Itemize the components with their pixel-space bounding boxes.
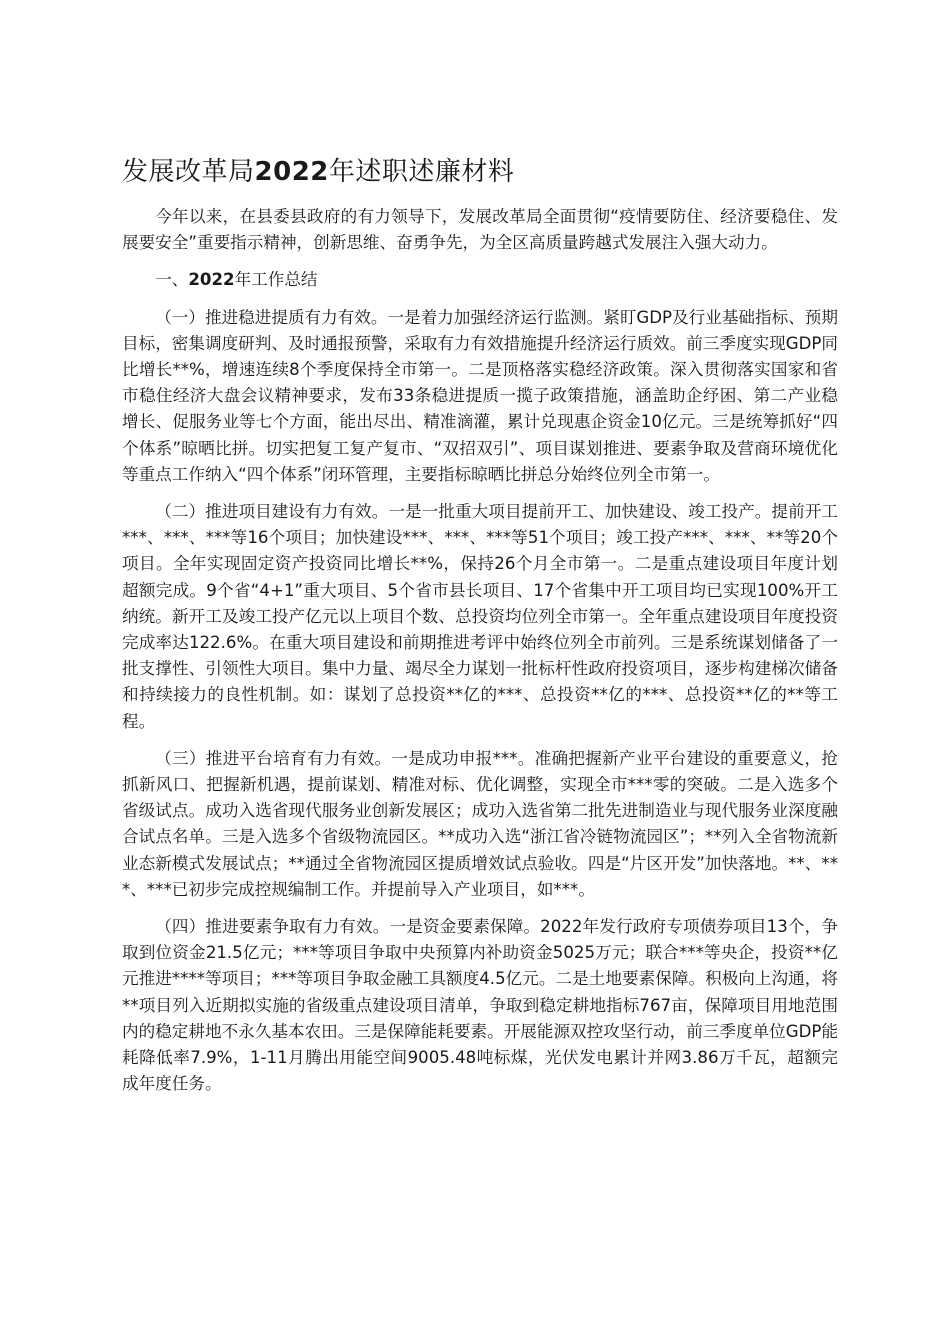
title-prefix: 发展改革局 [122,157,255,187]
paragraph-4: （四）推进要素争取有力有效。一是资金要素保障。2022年发行政府专项债券项目13个，争取到位资金21.5亿元；***等项目争取中央预算内补助资金5025万元；联合***等央企，投资**亿元推进****等项目；***等项目争取金融工具额度4.5亿元。二是土地要素保障。积极向上沟通，将**项目列入近期拟实施的省级重点建设项目清单，争取到稳定耕地指标767亩，保障项目用地范围内的稳定耕地不永久基本农田。三是保障能耗要素。开展能源双控攻坚行动，前三季度单位GDP能耗降低率7.9%，1-11月腾出用能空间9005.48吨标煤，光伏发电累计并网3.86万千瓦，超额完成年度任务。 [122,917,838,1094]
title-year: 2022 [254,157,329,187]
intro-paragraph: 今年以来，在县委县政府的有力领导下，发展改革局全面贯彻“疫情要防住、经济要稳住、发展要安全”重要指示精神，创新思维、奋勇争先，为全区高质量跨越式发展注入强大动力。 [122,207,838,253]
paragraph-2: （二）推进项目建设有力有效。一是一批重大项目提前开工、加快建设、竣工投产。提前开工***、***、***等16个项目；加快建设***、***、***等51个项目；竣工投产***、***、**等20个项目。全年实现固定资产投资同比增长**%，保持26个月全市第一。二是重点建设项目年度计划超额完成。9个省“4+1”重大项目、5个省市县长项目、17个省集中开工项目均已实现100%开工纳统。新开工及竣工投产亿元以上项目个数、总投资均位列全市第一。全年重点建设项目年度投资完成率达122.6%。在重大项目建设和前期推进考评中始终位列全市前列。三是系统谋划储备了一批支撑性、引领性大项目。集中力量、竭尽全力谋划一批标杆性政府投资项目，逐步构建梯次储备和持续接力的良性机制。如：谋划了总投资**亿的***、总投资**亿的***、总投资**亿的**等工程。 [122,502,838,731]
document-page [122,150,838,1109]
section-prefix: 一、 [155,270,189,290]
section-heading [122,267,838,293]
title-suffix: 年述职述廉材料 [328,157,515,187]
document-title [122,150,838,194]
paragraph-1: （一）推进稳进提质有力有效。一是着力加强经济运行监测。紧盯GDP及行业基础指标、预期目标，密集调度研判、及时通报预警，采取有力有效措施提升经济运行质效。前三季度实现GDP同比增长**%，增速连续8个季度保持全市第一。二是顶格落实稳经济政策。深入贯彻落实国家和省市稳住经济大盘会议精神要求，发布33条稳进提质一揽子政策措施，涵盖助企纾困、第二产业稳增长、促服务业等七个方面，能出尽出、精准滴灌，累计兑现惠企资金10亿元。三是统筹抓好“四个体系”晾晒比拼。切实把复工复产复市、“双招双引”、项目谋划推进、要素争取及营商环境优化等重点工作纳入“四个体系”闭环管理，主要指标晾晒比拼总分始终位列全市第一。 [122,307,838,484]
section-year: 2022 [188,270,235,290]
section-suffix: 年工作总结 [234,270,318,290]
paragraph-3: （三）推进平台培育有力有效。一是成功申报***。准确把握新产业平台建设的重要意义，抢抓新风口、把握新机遇，提前谋划、精准对标、优化调整，实现全市***零的突破。二是入选多个省级试点。成功入选省现代服务业创新发展区；成功入选省第二批先进制造业与现代服务业深度融合试点名单。三是入选多个省级物流园区。**成功入选“浙江省冷链物流园区”；**列入全省物流新业态新模式发展试点；**通过全省物流园区提质增效试点验收。四是“片区开发”加快落地。**、***、***已初步完成控规编制工作。并提前导入产业项目，如***。 [122,748,838,899]
